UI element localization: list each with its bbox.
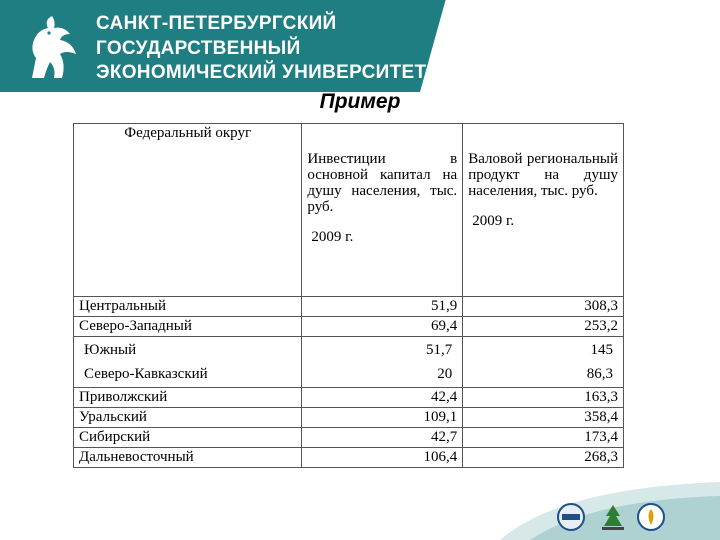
header-region	[74, 124, 302, 297]
table-header-row	[74, 124, 624, 297]
header-investment-label: Инвестиции в основной капитал на душу населения, тыс. руб.	[307, 151, 458, 215]
cell-investment: 51,7	[425, 342, 453, 358]
header-grp-year: 2009 г.	[472, 213, 515, 229]
table-row	[74, 337, 624, 388]
cell-grp: 253,2	[463, 317, 624, 337]
cell-investment: 109,1	[302, 408, 463, 428]
cell-region: Сибирский	[74, 428, 302, 448]
cell-investment: 69,4	[302, 317, 463, 337]
cell-grp: 268,3	[463, 448, 624, 468]
cell-grp: 86,3	[586, 366, 613, 382]
header-investment	[302, 124, 463, 297]
cell-grp: 358,4	[463, 408, 624, 428]
university-name-line-1: САНКТ-ПЕТЕРБУРГСКИЙ	[96, 13, 337, 34]
table-row	[74, 448, 624, 468]
cell-grp-merged	[463, 337, 624, 388]
cell-investment: 51,9	[302, 297, 463, 317]
university-name-line-3: ЭКОНОМИЧЕСКИЙ УНИВЕРСИТЕТ	[96, 62, 427, 83]
cell-region: Северо-Кавказский	[84, 366, 208, 382]
header-grp-label: Валовой региональный продукт на душу населения, тыс. руб.	[468, 151, 618, 199]
table-row	[74, 297, 624, 317]
cell-region-merged	[74, 337, 302, 388]
slide-title: Пример	[319, 90, 401, 113]
cell-region: Приволжский	[74, 388, 302, 408]
cell-region: Дальневосточный	[74, 448, 302, 468]
cell-region: Центральный	[74, 297, 302, 317]
cell-investment: 42,4	[302, 388, 463, 408]
header-region-label: Федеральный округ	[124, 125, 252, 141]
cell-investment-merged	[302, 337, 463, 388]
table-row	[74, 428, 624, 448]
table-row	[74, 317, 624, 337]
cell-grp: 173,4	[463, 428, 624, 448]
cell-region: Уральский	[74, 408, 302, 428]
cell-investment: 20	[437, 366, 453, 382]
header-investment-year: 2009 г.	[311, 229, 354, 245]
partner-logo-3-icon	[636, 502, 666, 532]
cell-region: Южный	[84, 342, 137, 358]
header-cut-decoration	[420, 0, 720, 92]
header-grp	[463, 124, 624, 297]
cell-grp: 163,3	[463, 388, 624, 408]
partner-logo-1-icon	[556, 502, 586, 532]
regional-data-table	[73, 123, 624, 468]
table-row	[74, 408, 624, 428]
cell-investment: 106,4	[302, 448, 463, 468]
partner-logo-2-icon	[598, 502, 628, 532]
griffin-logo-icon	[22, 12, 84, 82]
cell-grp: 145	[590, 342, 613, 358]
cell-region: Северо-Западный	[74, 317, 302, 337]
cell-grp: 308,3	[463, 297, 624, 317]
university-name-line-2: ГОСУДАРСТВЕННЫЙ	[96, 38, 301, 59]
table-row	[74, 388, 624, 408]
cell-investment: 42,7	[302, 428, 463, 448]
